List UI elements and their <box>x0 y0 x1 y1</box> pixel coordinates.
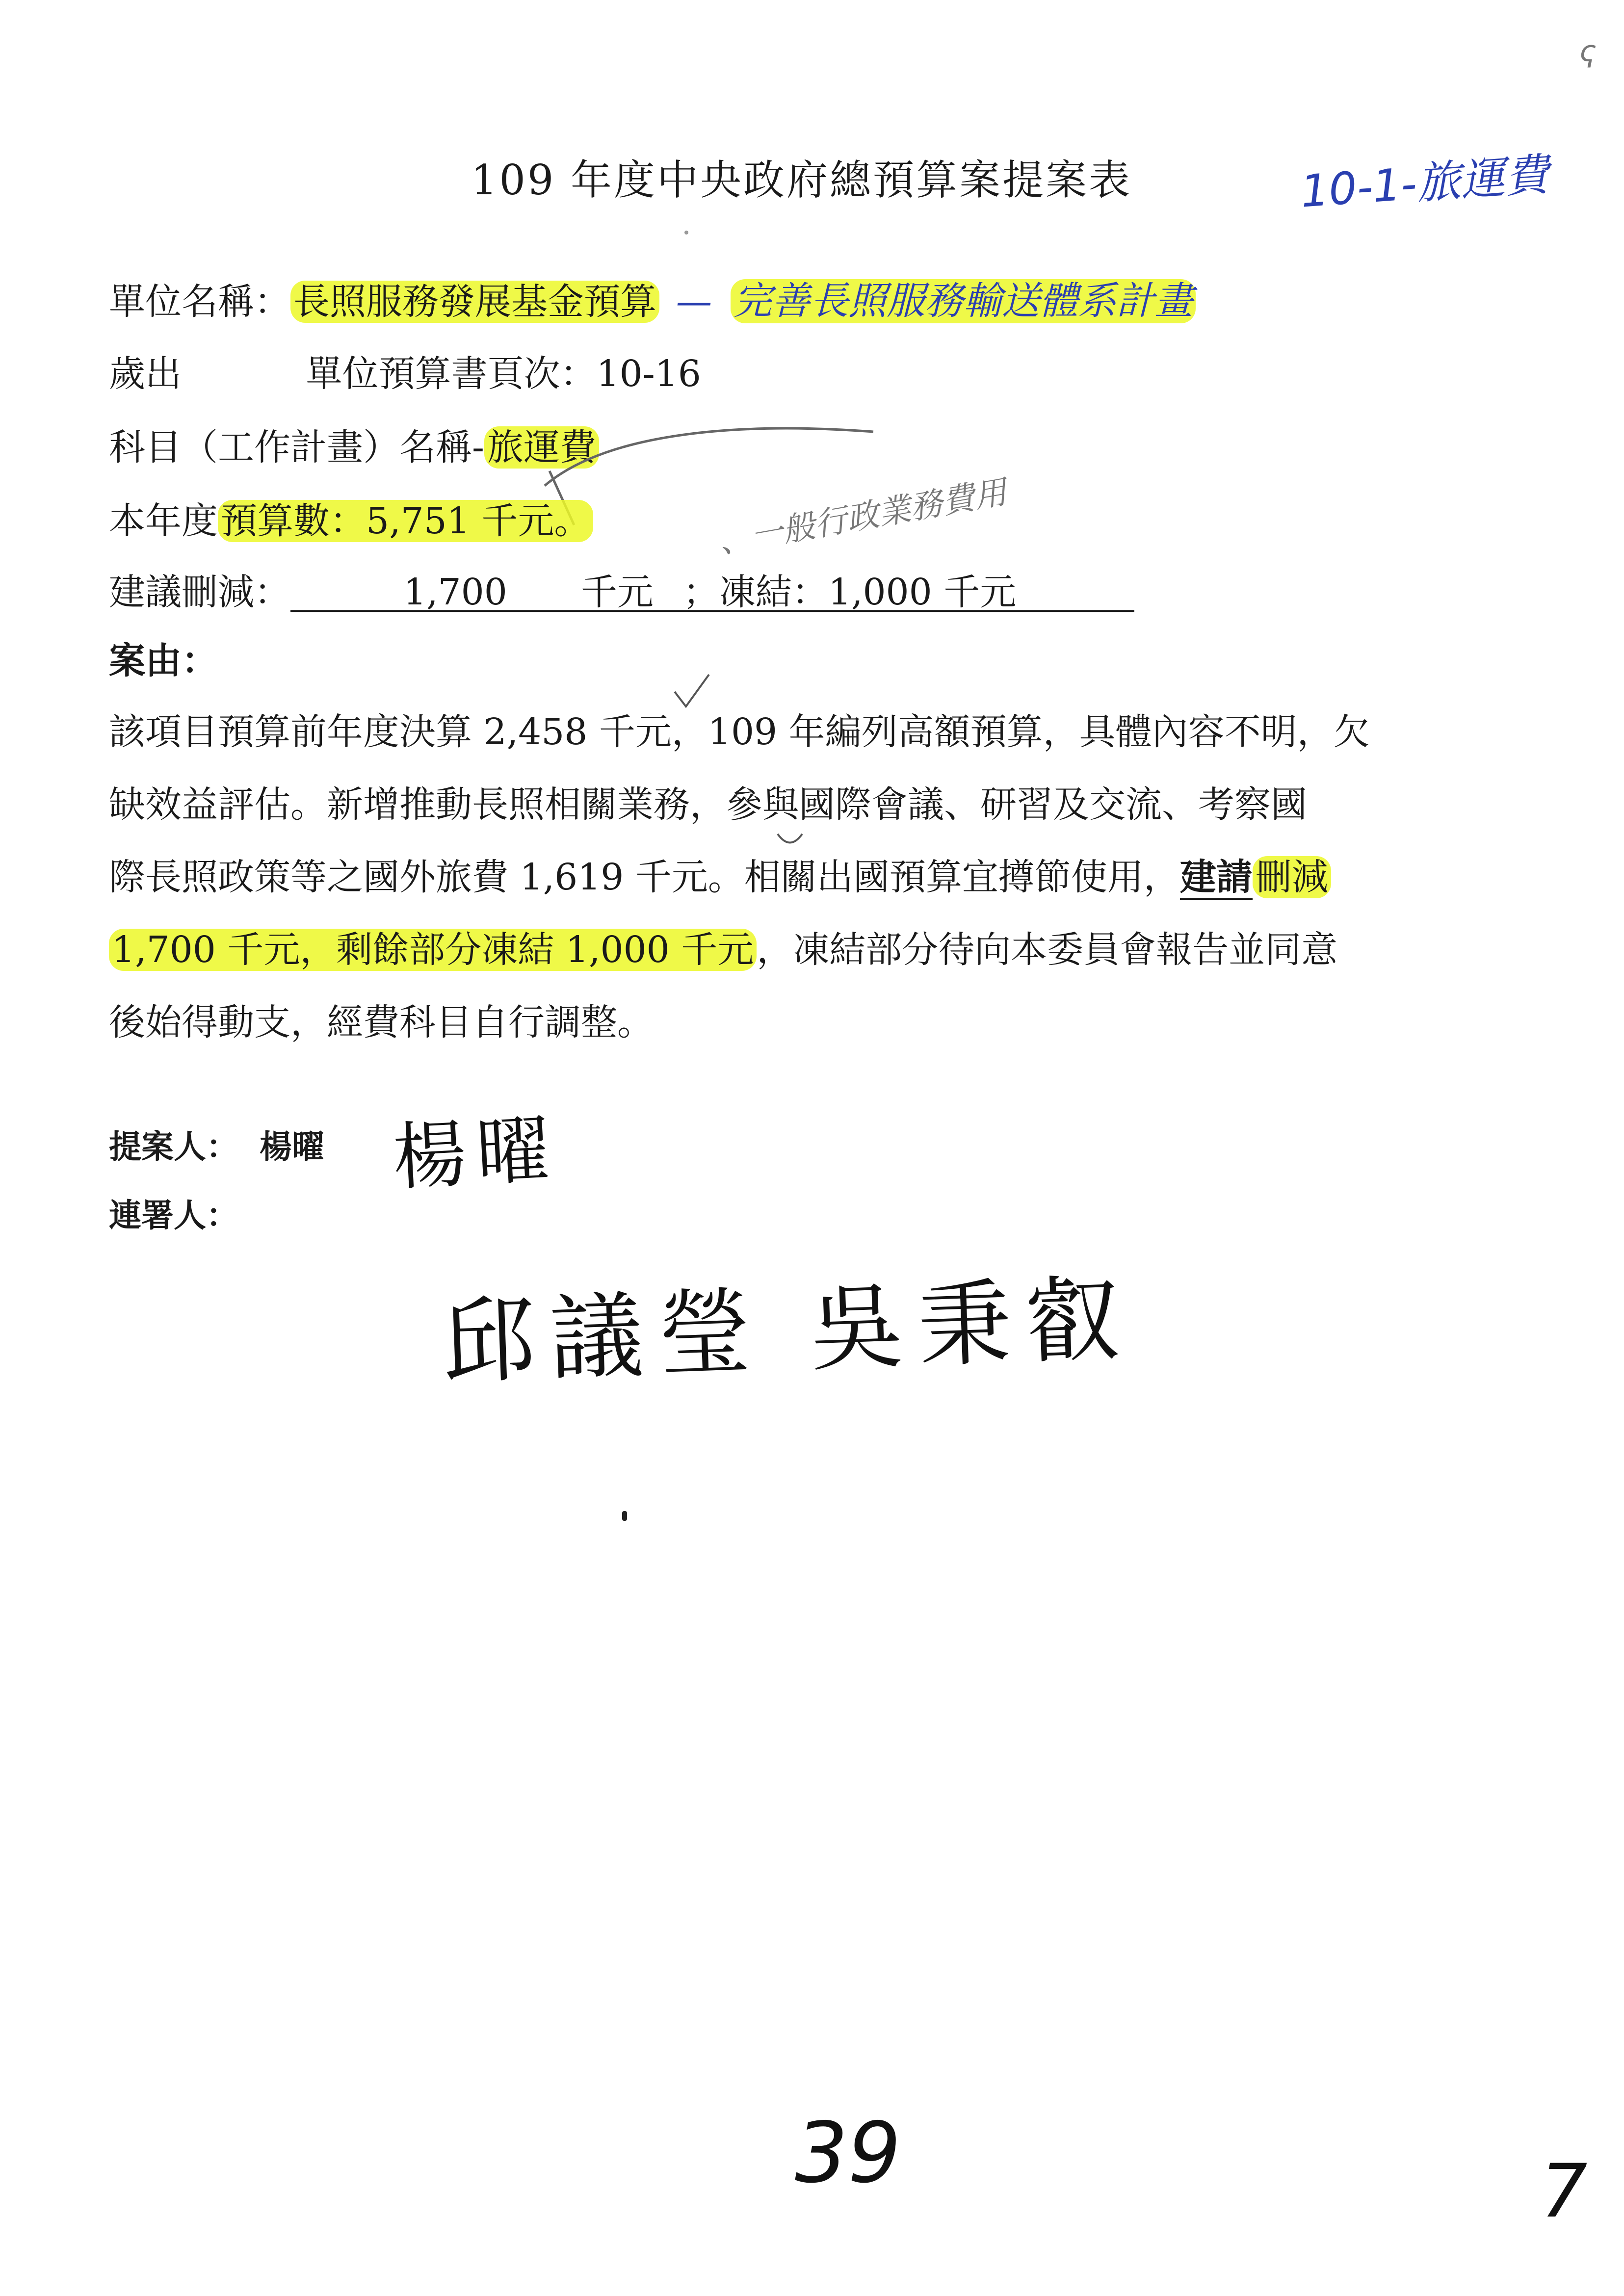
subject-label: 科目（工作計畫）名稱 <box>109 426 472 469</box>
proposer-row <box>109 1128 324 1166</box>
budget-row <box>109 500 593 542</box>
proposal-cut-value: 1,700 <box>403 571 507 613</box>
reason-emph-bold: 建請 <box>1180 856 1253 900</box>
expense-label: 歲出 <box>109 353 182 395</box>
check-mark-icon <box>775 829 805 849</box>
subject-dash: - <box>472 426 485 469</box>
budget-page-label: 單位預算書頁次： <box>306 353 597 395</box>
budget-value: 5,751 千元。 <box>366 500 591 542</box>
budget-value-highlight <box>218 500 593 542</box>
page-title: 109 年度中央政府總預算案提案表 <box>471 156 1132 204</box>
subject-row <box>109 426 599 469</box>
proposal-freeze-value: 1,000 千元 <box>828 571 1017 613</box>
budget-prefix: 本年度 <box>109 500 218 542</box>
proposal-label: 建議刪減： <box>109 571 290 613</box>
reason-line-3-text: 際長照政策等之國外旅費 1,619 千元。相關出國預算宜撙節使用， <box>109 856 1180 898</box>
reason-line-1: 該項目預算前年度決算 2,458 千元，109 年編列高額預算，具體內容不明，欠 <box>109 711 1370 753</box>
stray-mark <box>622 1511 627 1521</box>
page-number: 39 <box>795 2105 901 2202</box>
reason-line-3 <box>109 856 1571 898</box>
proposal-row <box>109 571 1134 613</box>
reason-emph-cut: 刪減 <box>1253 856 1331 898</box>
proposal-cut-unit: 千元 <box>580 571 654 613</box>
proposer-name: 楊曜 <box>259 1128 324 1166</box>
unit-label: 單位名稱： <box>109 281 290 323</box>
subject-handwritten-note: 、一般行政業務費用 <box>715 472 1010 561</box>
corner-mark: ҁ <box>1580 34 1596 69</box>
reason-line-5: 後始得動支，經費科目自行調整。 <box>109 1001 654 1044</box>
reason-line-4-highlight: 1,700 千元，剩餘部分凍結 1,000 千元 <box>109 929 757 971</box>
proposal-separator: ；凍結： <box>682 571 828 613</box>
check-mark-icon <box>672 672 711 711</box>
title-handwritten-note: 10-1-旅運費 <box>1299 149 1551 218</box>
unit-handwritten-note: 完善長照服務輸送體系計畫 <box>731 279 1196 323</box>
reason-label: 案由： <box>109 640 218 682</box>
unit-value: 長照服務發展基金預算 <box>290 281 659 323</box>
budget-label: 預算數： <box>221 500 366 542</box>
proposer-signature: 楊曜 <box>391 1107 562 1201</box>
reason-line-2: 缺效益評估。新增推動長照相關業務，參與國際會議、研習及交流、考察國 <box>109 783 1307 826</box>
proposer-label: 提案人： <box>109 1128 238 1166</box>
unit-dash: — <box>676 281 712 323</box>
reason-line-4 <box>109 929 1571 971</box>
cosigner-signatures: 邱議瑩 吳秉叡 <box>440 1264 1136 1397</box>
proposal-underline <box>290 571 1134 613</box>
reason-line-4-rest: ，凍結部分待向本委員會報告並同意 <box>757 929 1338 971</box>
corner-number: 7 <box>1541 2149 1588 2234</box>
subject-value: 旅運費 <box>484 426 599 469</box>
expense-row <box>109 353 701 395</box>
budget-page-value: 10-16 <box>596 353 701 395</box>
cosigner-label: 連署人： <box>109 1197 238 1234</box>
stray-dot <box>684 231 688 235</box>
unit-row <box>109 279 1196 323</box>
